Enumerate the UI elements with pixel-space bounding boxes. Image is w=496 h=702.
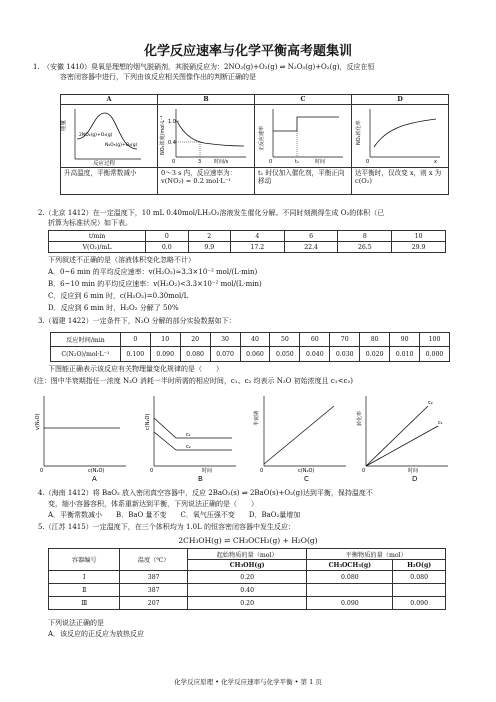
- q3d-x0: 0: [362, 468, 366, 474]
- q1b-xlabel: 时间/s: [214, 159, 229, 165]
- q3-r1c4: 30: [210, 333, 240, 347]
- q3-r2c1: 0.100: [120, 347, 150, 362]
- q3b-xlabel: 时间: [202, 468, 213, 474]
- q1-graph-b: [158, 105, 255, 168]
- q2-option-b: B．6~10 min 的平均反应速率：v(H₂O₂)<3.3×10⁻² mol/(L·min): [48, 280, 262, 288]
- q3b-c1: c₁: [186, 432, 191, 438]
- q1-graph-c: [255, 105, 352, 168]
- q5-h-ch3och3: CH₃OCH₃(g): [307, 560, 393, 571]
- q3-r2c0: C(N₂O)/mol·L⁻¹: [51, 347, 121, 362]
- q3c-x0: 0: [260, 468, 264, 474]
- q1-col-d: D: [352, 95, 449, 105]
- q2-r1c1: 0: [146, 231, 188, 242]
- q1a-xlabel: 反应过程: [93, 161, 116, 167]
- q2-r2c6: 29.9: [392, 242, 446, 253]
- q3a-tag: A: [92, 475, 97, 483]
- q1-text-line2: 容密闭容器中进行，下列由该反应相关图像作出的判断正确的是: [60, 73, 256, 81]
- q1a-curve1: 2NO₂(g)+O₃(g): [79, 133, 113, 138]
- q3-r1c0: 反应时间/min: [51, 333, 121, 347]
- q5-h-temp: 温度（℃）: [120, 549, 187, 571]
- q3b-ylabel: c(N₂O): [145, 413, 151, 430]
- q2-r2c4: 22.4: [284, 242, 338, 253]
- q1-graph-a: [61, 105, 158, 168]
- q3-r2c9: 0.020: [360, 347, 390, 362]
- q5-h-eq: 平衡物质的量（mol）: [307, 549, 446, 560]
- q3c-xlabel: c(N₂O): [298, 468, 315, 474]
- q2-r1c4: 6: [284, 231, 338, 242]
- q5-r2c0: Ⅱ: [49, 584, 120, 597]
- q3d-c2: c₂: [428, 400, 433, 406]
- q3-r2c6: 0.050: [270, 347, 300, 362]
- q3-text-line3: (注：图中半衰期指任一浓度 N₂O 消耗一半时所需的相应时间，c₁、c₂ 均表示 N₂O 初始浓度且 c₁<c₂): [34, 377, 353, 385]
- q5-r3c0: Ⅲ: [49, 597, 120, 610]
- q5-text-line1: 5.（江苏 1415）一定温度下，在三个体积均为 1.0L 的恒容密闭容器中发生反应：: [38, 523, 295, 531]
- q1a-ylabel: 能量: [61, 119, 67, 131]
- q3b-x0: 0: [150, 468, 154, 474]
- q2-r2c2: 9.9: [188, 242, 230, 253]
- q1-text-line1: （安徽 1410）臭氧是理想的烟气脱硝剂，其脱硝反应为：2NO₂(g)+O₃(g) ⇌ N₂O₅(g)+O₂(g)，反应在恒: [43, 63, 375, 71]
- q5-h-start: 起始物质的量（mol）: [187, 549, 306, 560]
- q1b-tick2: 0.4: [168, 140, 176, 146]
- q5-r3c3: 0.090: [307, 597, 393, 610]
- q1b-ylabel: NO₂浓度/mol·L⁻¹: [160, 115, 166, 155]
- q1-col-a: A: [61, 95, 158, 105]
- q3-r1c9: 80: [360, 333, 390, 347]
- q3-r2c4: 0.070: [210, 347, 240, 362]
- q3-r2c2: 0.090: [150, 347, 180, 362]
- q3-graphs: [36, 390, 456, 482]
- q5-r1c3: 0.080: [307, 571, 393, 584]
- q2-r1c0: t/min: [49, 231, 146, 242]
- q3-r2c8: 0.030: [330, 347, 360, 362]
- q5-note: 下列说法正确的是: [48, 619, 104, 627]
- q2-option-c: C．反应到 6 min 时，c(H₂O₂)=0.30mol/L: [48, 292, 189, 300]
- q3-r1c6: 50: [270, 333, 300, 347]
- q2-r1c3: 4: [231, 231, 285, 242]
- q3c-ylabel: 半衰期: [254, 410, 260, 426]
- q5-r1c0: Ⅰ: [49, 571, 120, 584]
- q4-text-line1: 4.（海南 1412）将 BaO₂ 放入密闭真空容器中，反应 2BaO₂(s) ⇌ 2BaO(s)+O₂(g)达到平衡，保持温度不: [38, 489, 373, 497]
- q5-data-table: [48, 548, 446, 610]
- q1-desc-a: 升高温度，平衡常数减小: [61, 168, 158, 195]
- q3-r1c8: 70: [330, 333, 360, 347]
- q1c-xlabel: 时间: [315, 159, 326, 165]
- q1a-curve2: N₂O₅(g)+O₂(g): [105, 143, 138, 148]
- q5-r2c2: 0.40: [187, 584, 306, 597]
- q3d-ylabel: 转化率: [357, 410, 363, 426]
- q5-r2c1: 387: [120, 584, 187, 597]
- q3a-xlabel: c(N₂O): [88, 468, 105, 474]
- q2-r1c6: 10: [392, 231, 446, 242]
- q2-r2c5: 26.5: [338, 242, 392, 253]
- q3a-ylabel: v(N₂O): [35, 413, 41, 430]
- q1-graph-d: [352, 105, 449, 168]
- q3c-tag: C: [304, 475, 309, 483]
- q5-r3c1: 207: [120, 597, 187, 610]
- q5-r2c3: [307, 584, 393, 597]
- q2-data-table: [48, 230, 446, 253]
- q1-col-c: C: [255, 95, 352, 105]
- q3-data-table: [50, 332, 450, 362]
- page-title: 化学反应速率与化学平衡高考题集训: [143, 44, 352, 59]
- q1-desc-d: 达平衡时，仅改变 x，则 x 为 c(O₂): [352, 168, 449, 195]
- q1c-ylabel: 正反应速率: [259, 125, 265, 151]
- q5-r2c4: [393, 584, 446, 597]
- q3-r1c3: 20: [180, 333, 210, 347]
- q3b-tag: B: [198, 475, 203, 483]
- q3-r1c5: 40: [240, 333, 270, 347]
- q2-note: 下列叙述不正确的是（溶液体积变化忽略不计）: [48, 256, 195, 264]
- q3-text-line1: 3.（福建 1422）一定条件下，N₂O 分解的部分实验数据如下：: [38, 317, 236, 325]
- q3-r1c1: 0: [120, 333, 150, 347]
- q1d-x0: 0: [366, 159, 370, 165]
- q3-graph-c: [253, 396, 346, 483]
- q3-r1c10: 90: [390, 333, 420, 347]
- q1-desc-b: 0～3 s 内，反应速率为：v(NO₂) = 0.2 mol·L⁻¹: [158, 168, 255, 195]
- q3-r2c11: 0.000: [420, 347, 450, 362]
- q3-r1c7: 60: [300, 333, 330, 347]
- q5-h-container: 容器编号: [49, 549, 120, 571]
- q3d-tag: D: [412, 475, 418, 483]
- q2-r1c5: 8: [338, 231, 392, 242]
- q3-graph-a: [35, 396, 126, 483]
- q5-r1c1: 387: [120, 571, 187, 584]
- q4-text-line2: 变，缩小容器容积，体系重新达到平衡，下列说法正确的是（ ）: [48, 500, 258, 508]
- q2-text-line1: 2.（北京 1412）在一定温度下，10 mL 0.40mol/LH₂O₂溶液发生催化分解。不同时刻测得生成 O₂的体积（已: [38, 209, 385, 217]
- q1b-x0: 0: [172, 159, 176, 165]
- q1-number: 1.: [33, 63, 40, 71]
- q1b-x3: 3: [198, 159, 202, 165]
- q1-options-table: [60, 94, 449, 195]
- q1c-x0: 0: [269, 159, 273, 165]
- q2-r2c3: 17.2: [231, 242, 285, 253]
- q2-text-line2: 折算为标准状况）如下表。: [48, 219, 132, 227]
- q3b-c2: c₂: [186, 444, 191, 450]
- q5-r1c4: 0.080: [393, 571, 446, 584]
- q3-r1c11: 100: [420, 333, 450, 347]
- q5-r3c4: 0.090: [393, 597, 446, 610]
- q3-r2c7: 0.040: [300, 347, 330, 362]
- q1-desc-c: t₁ 时仅加入催化剂，平衡正向移动: [255, 168, 352, 195]
- q2-option-d: D．反应到 6 min 时，H₂O₂ 分解了 50%: [48, 304, 179, 312]
- q3a-x0: 0: [40, 468, 44, 474]
- q3d-xlabel: 时间: [408, 468, 419, 474]
- q3-r2c5: 0.060: [240, 347, 270, 362]
- q3-text-line2: 下图能正确表示该反应有关物理量变化规律的是（ ）: [48, 365, 223, 373]
- q5-r3c2: 0.20: [187, 597, 306, 610]
- q5-h-ch3oh: CH₃OH(g): [187, 560, 306, 571]
- q1d-xlabel: x: [434, 159, 437, 165]
- q1c-t1: t₁: [295, 159, 299, 165]
- q4-options: A．平衡常数减小 B．BaO 量不变 C．氧气压强不变 D．BaO₂量增加: [48, 511, 301, 519]
- q3-r2c3: 0.080: [180, 347, 210, 362]
- q3d-c1: c₁: [438, 420, 443, 426]
- q3-graph-b: [145, 396, 236, 483]
- q3-graph-d: [356, 396, 448, 483]
- q1-col-b: B: [158, 95, 255, 105]
- q5-equation: 2CH₃OH(g) ⇌ CH₃OCH₃(g) + H₂O(g): [178, 536, 318, 545]
- q5-h-h2o: H₂O(g): [393, 560, 446, 571]
- q3-r2c10: 0.010: [390, 347, 420, 362]
- q5-r1c2: 0.20: [187, 571, 306, 584]
- q5-option-a: A．该反应的正反应为放热反应: [48, 630, 145, 638]
- q2-r2c0: V(O₂)/mL: [49, 242, 146, 253]
- q3-r1c2: 10: [150, 333, 180, 347]
- page-footer: 化学反应原理 • 化学反应速率与化学平衡 • 第 1 页: [174, 678, 322, 686]
- q2-r2c1: 0.0: [146, 242, 188, 253]
- q1d-ylabel: NO₂转化率: [356, 120, 362, 145]
- q2-r1c2: 2: [188, 231, 230, 242]
- q1b-tick1: 1.0: [168, 119, 176, 125]
- q2-option-a: A．0~6 min 的平均反应速率：v(H₂O₂)≈3.3×10⁻² mol/(L·min): [48, 268, 258, 276]
